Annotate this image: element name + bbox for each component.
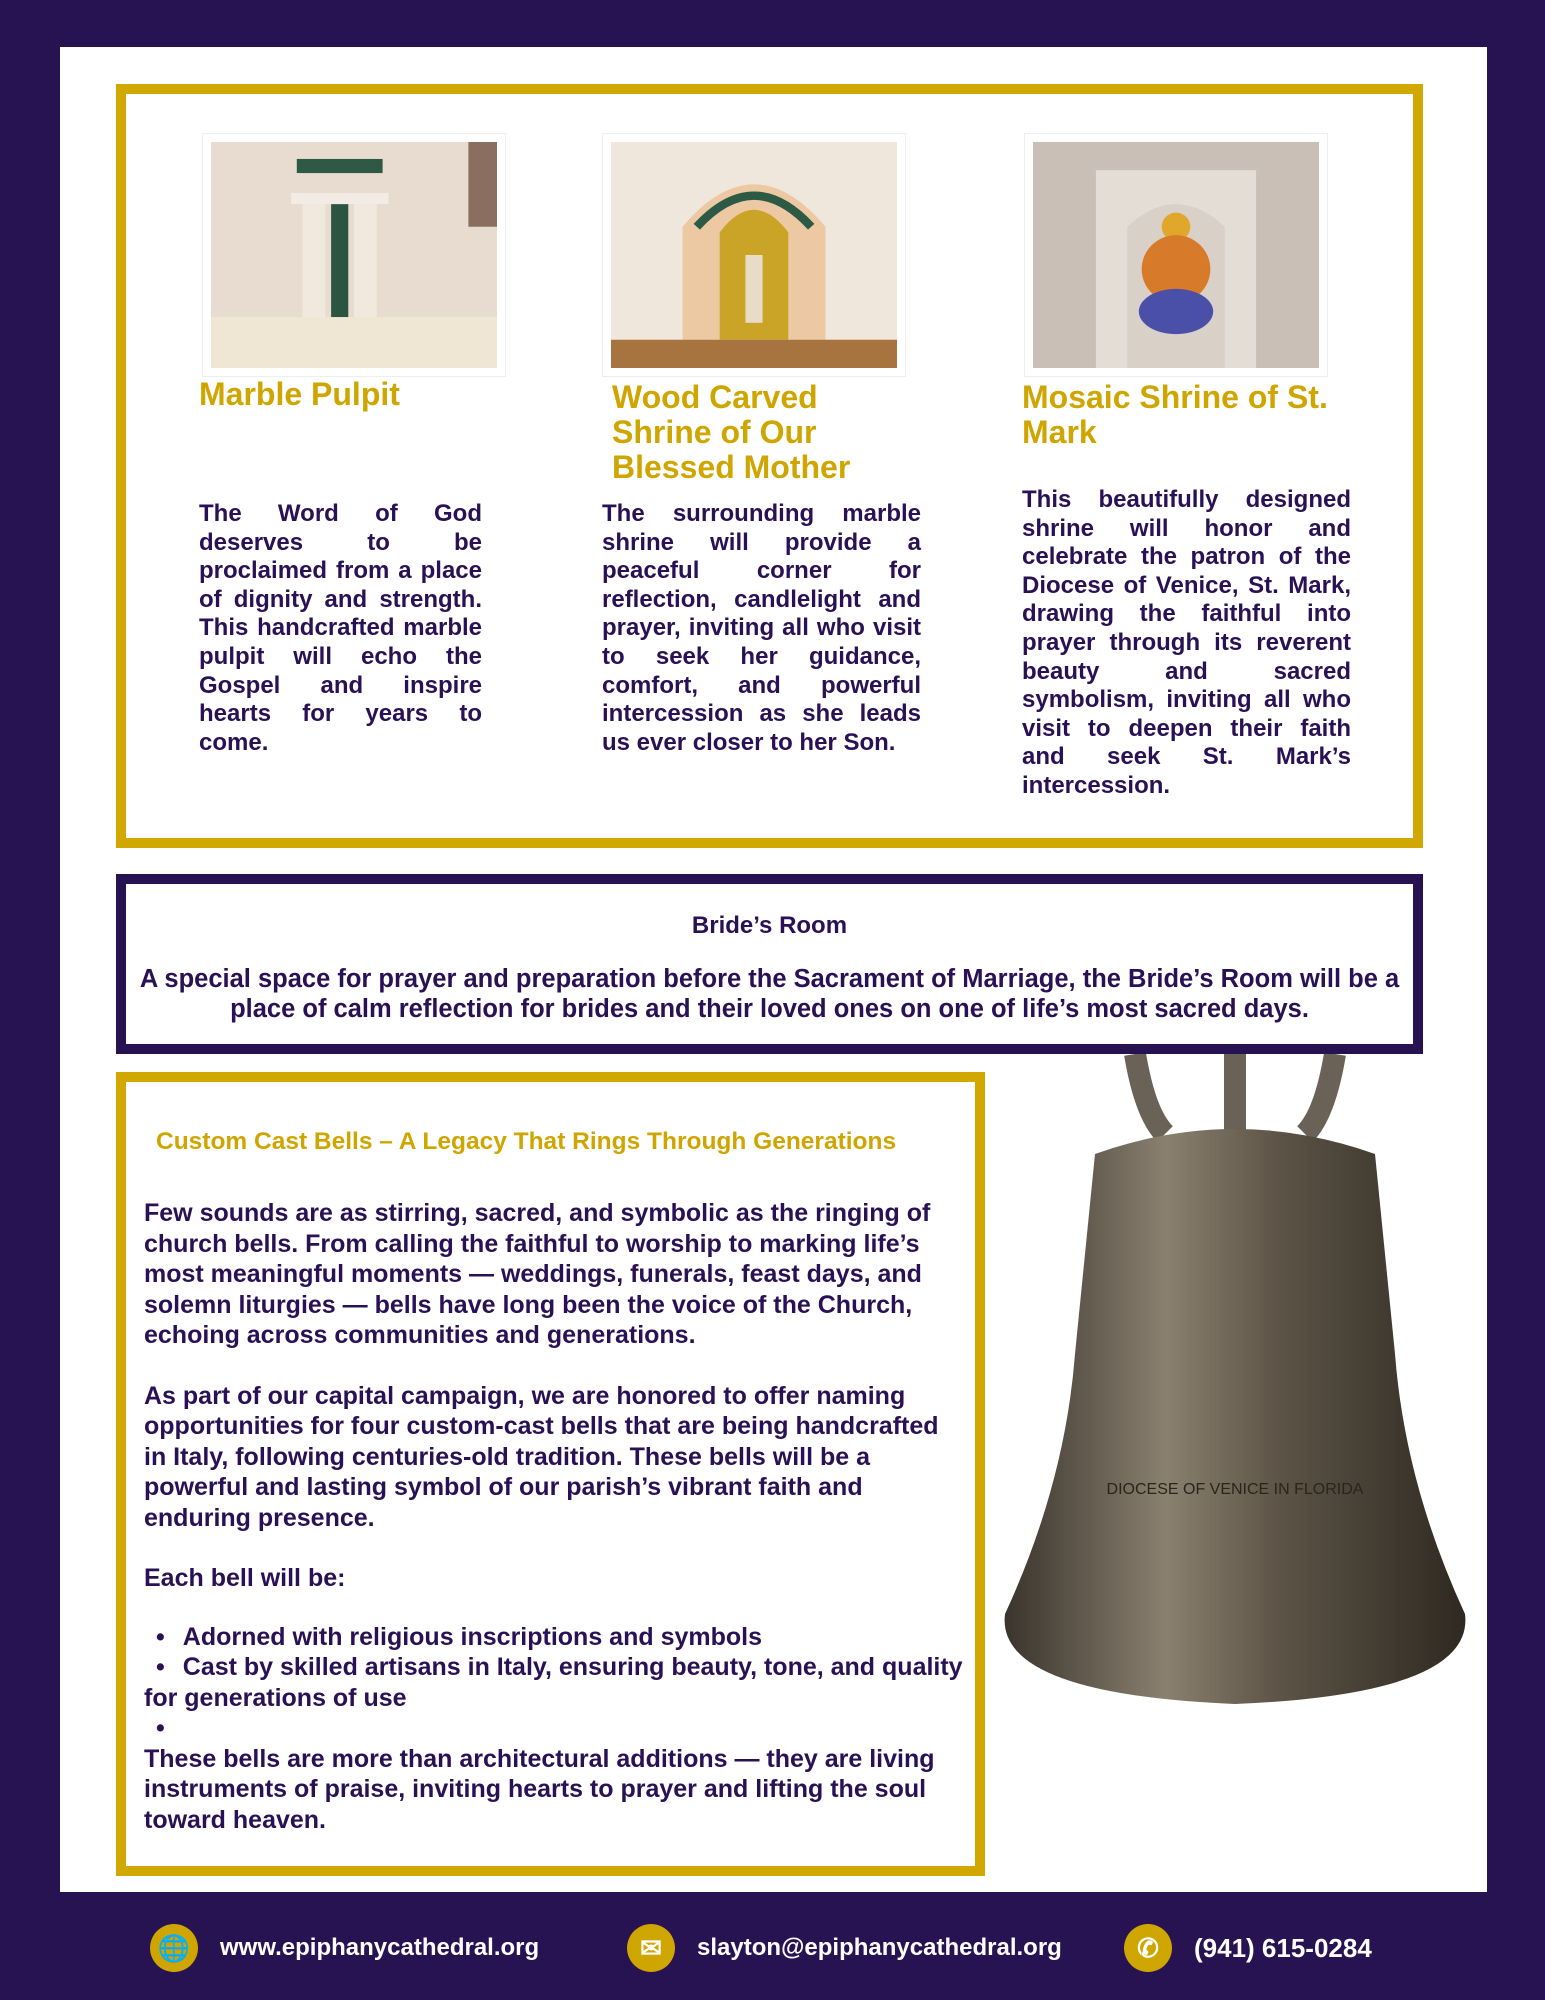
marble-pulpit-image — [202, 133, 506, 377]
brides-room-box — [116, 874, 1423, 1054]
list-item — [144, 1713, 965, 1744]
phone-icon: ✆ — [1124, 1924, 1172, 1972]
feature-title: Wood Carved Shrine of Our Blessed Mother — [612, 379, 851, 485]
bells-title: Custom Cast Bells – A Legacy That Rings Through Generations — [156, 1128, 897, 1155]
phone-text: (941) 615-0284 — [1194, 1932, 1372, 1963]
bells-feature-list — [144, 1622, 965, 1744]
bells-paragraph: These bells are more than architectural additions — they are living instruments of praise, inviting hearts to prayer and lifting the soul toward heaven. — [144, 1744, 935, 1834]
brides-room-text: A special space for prayer and preparation before the Sacrament of Marriage, the Bride’s Room will be a place of calm reflection for brides and their loved ones on one of life’s most sacred days. — [139, 965, 1400, 1023]
envelope-icon: ✉ — [627, 1924, 675, 1972]
bells-box — [116, 1072, 985, 1876]
feature-description: The surrounding marble shrine will provide a peaceful corner for reflection, candlelight and prayer, inviting all who visit to seek her guidance, comfort, and powerful intercession as she leads us ever closer to her Son. — [602, 500, 921, 756]
website-text: www.epiphanycathedral.org — [220, 1934, 540, 1961]
shrine-blessed-mother-image — [602, 133, 906, 377]
feature-description: This beautifully designed shrine will honor and celebrate the patron of the Diocese of Venice, St. Mark, drawing the faithful into prayer through its reverent beauty and sacred symbolism, inviting all who visit to deepen their faith and seek St. Mark’s intercession. — [1022, 486, 1351, 799]
list-item: • Adorned with religious inscriptions and symbols — [144, 1622, 965, 1653]
globe-icon: 🌐 — [150, 1924, 198, 1972]
feature-title: Mosaic Shrine of St. Mark — [1022, 379, 1328, 450]
website-link[interactable] — [150, 1924, 539, 1972]
feature-title: Marble Pulpit — [199, 376, 400, 412]
feature-description: The Word of God deserves to be proclaimed from a place of dignity and strength. This handcrafted marble pulpit will echo the Gospel and inspire hearts for years to come. — [199, 500, 482, 756]
bells-paragraph: Each bell will be: — [144, 1564, 346, 1592]
email-text: slayton@epiphanycathedral.org — [697, 1934, 1062, 1961]
email-link[interactable] — [627, 1924, 1062, 1972]
bell-inscription: DIOCESE OF VENICE IN FLORIDA — [1106, 1481, 1364, 1498]
mosaic-st-mark-image — [1024, 133, 1328, 377]
bells-paragraph: Few sounds are as stirring, sacred, and symbolic as the ringing of church bells. From calling the faithful to worship to marking life’s most meaningful moments — weddings, funerals, feast days, and solemn liturgies — bells have long been the voice of the Church, echoing across communities and generations. — [144, 1199, 931, 1349]
list-item: • Cast by skilled artisans in Italy, ensuring beauty, tone, and quality for generations of use — [144, 1652, 965, 1713]
bell-image — [995, 1054, 1475, 1754]
bells-paragraph: As part of our capital campaign, we are honored to offer naming opportunities for four custom-cast bells that are being handcrafted in Italy, following centuries-old tradition. These bells will be a powerful and lasting symbol of our parish’s vibrant faith and enduring presence. — [144, 1381, 939, 1532]
phone-link[interactable] — [1124, 1924, 1372, 1972]
brides-room-title: Bride’s Room — [691, 912, 848, 939]
